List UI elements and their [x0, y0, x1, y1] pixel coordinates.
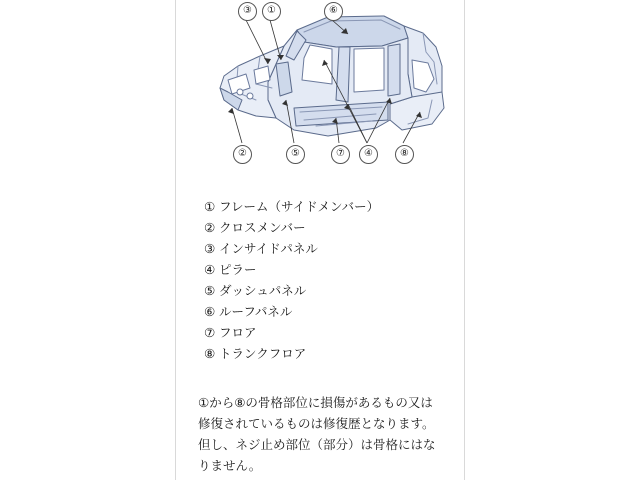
- list-item: [204, 196, 464, 217]
- legend-label: ダッシュパネル: [219, 283, 307, 298]
- car-body-frame-diagram: [176, 0, 464, 178]
- note-block: [198, 392, 442, 476]
- legend-label: ルーフパネル: [219, 304, 293, 319]
- list-item: [204, 343, 464, 364]
- list-item: [204, 217, 464, 238]
- callout-7: ⑦: [331, 145, 350, 164]
- legend-number: ①: [204, 199, 216, 214]
- callout-6: ⑥: [324, 2, 343, 21]
- legend-number: ⑧: [204, 346, 216, 361]
- content-column: [175, 0, 465, 480]
- legend-label: フレーム（サイドメンバー）: [219, 199, 380, 214]
- legend-number: ③: [204, 241, 216, 256]
- legend-label: ピラー: [219, 262, 257, 277]
- legend-label: フロア: [219, 325, 257, 340]
- list-item: [204, 280, 464, 301]
- legend-number: ⑦: [204, 325, 216, 340]
- legend-label: トランクフロア: [219, 346, 307, 361]
- legend-number: ⑤: [204, 283, 216, 298]
- note-line-2: 修復されているものは修復歴となります。: [198, 416, 435, 431]
- list-item: [204, 259, 464, 280]
- legend-number: ⑥: [204, 304, 216, 319]
- note-line-3: 但し、ネジ止め部位（部分）は骨格にはな: [198, 437, 436, 452]
- legend-number: ④: [204, 262, 216, 277]
- list-item: [204, 238, 464, 259]
- legend-label: クロスメンバー: [219, 220, 306, 235]
- list-item: [204, 322, 464, 343]
- car-body-illustration: [176, 0, 464, 178]
- callout-8: ⑧: [395, 145, 414, 164]
- callout-2: ②: [233, 145, 252, 164]
- callout-5: ⑤: [286, 145, 305, 164]
- note-line-4: りません。: [198, 458, 262, 473]
- legend-label: インサイドパネル: [219, 241, 318, 256]
- callout-4: ④: [359, 145, 378, 164]
- note-line-1: ①から⑧の骨格部位に損傷があるもの又は: [198, 395, 433, 410]
- left-margin: [0, 0, 175, 480]
- list-item: [204, 301, 464, 322]
- legend-list: [204, 196, 464, 364]
- callout-1: ①: [262, 2, 281, 21]
- callout-3: ③: [238, 2, 257, 21]
- right-margin: [465, 0, 640, 480]
- legend-number: ②: [204, 220, 216, 235]
